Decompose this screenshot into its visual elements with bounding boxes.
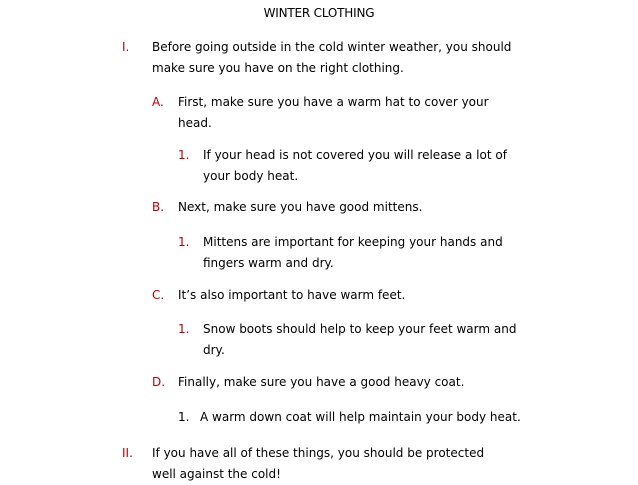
outline-text-line: First, make sure you have a warm hat to cover your [178, 95, 489, 109]
outline-marker: D. [152, 375, 166, 389]
outline-text-line: dry. [203, 343, 225, 357]
outline-text-line: A warm down coat will help maintain your body heat. [200, 410, 521, 424]
outline-text-line: make sure you have on the right clothing. [152, 61, 404, 75]
outline-text-line: Finally, make sure you have a good heavy coat. [178, 375, 465, 389]
outline-marker: A. [152, 95, 164, 109]
outline-text-line: If you have all of these things, you should be protected [152, 446, 485, 460]
outline-marker: C. [152, 288, 165, 302]
outline-marker: I. [122, 40, 130, 54]
outline-text-line: head. [178, 116, 212, 130]
outline-text-line: If your head is not covered you will release a lot of [203, 148, 507, 162]
outline-text-line: Snow boots should help to keep your feet warm and [203, 322, 517, 336]
outline-marker: II. [122, 446, 133, 460]
outline-marker: 1. [178, 410, 190, 424]
outline-marker: 1. [178, 235, 190, 249]
outline-text-line: Next, make sure you have good mittens. [178, 200, 423, 214]
page-title: WINTER CLOTHING [263, 6, 375, 20]
outline-text-line: Mittens are important for keeping your hands and [203, 235, 503, 249]
outline-text-line: fingers warm and dry. [203, 256, 334, 270]
outline-marker: 1. [178, 148, 190, 162]
outline-marker: 1. [178, 322, 190, 336]
outline-text-line: It’s also important to have warm feet. [178, 288, 406, 302]
outline-marker: B. [152, 200, 165, 214]
outline-text-line: well against the cold! [152, 467, 281, 481]
outline-text-line: Before going outside in the cold winter weather, you should [152, 40, 512, 54]
outline-text-line: your body heat. [203, 169, 299, 183]
